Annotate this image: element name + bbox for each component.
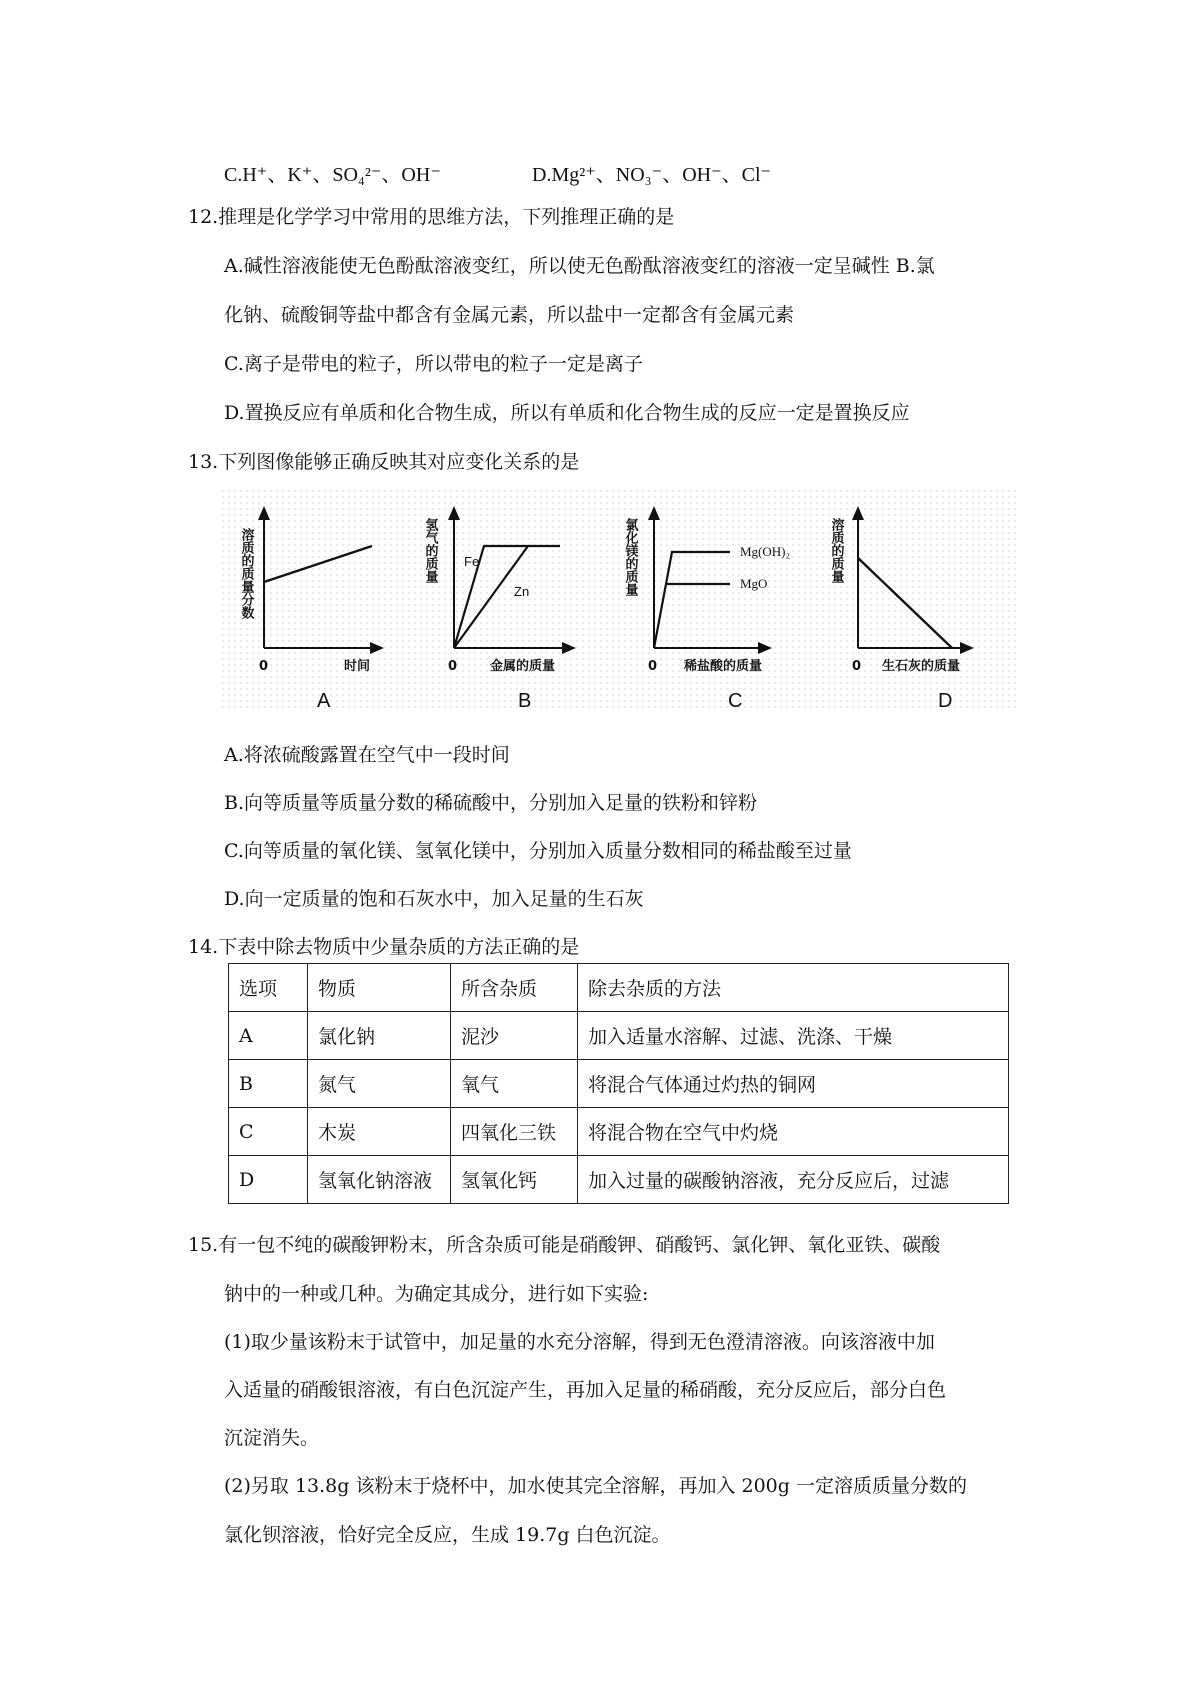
q13-graph-figure — [222, 490, 1018, 712]
cell: C — [229, 1108, 308, 1156]
q15-part2-line1: (2)另取 13.8g 该粉末于烧杯中，加水使其完全溶解，再加入 200g 一定溶质质量分数的 — [224, 1475, 967, 1497]
graph-a-letter: A — [317, 690, 331, 712]
q12-option-c: C.离子是带电的粒子，所以带电的粒子一定是离子 — [224, 353, 643, 375]
cell: 将混合物在空气中灼烧 — [578, 1108, 1009, 1156]
graph-d-origin: 0 — [852, 659, 862, 674]
graph-d-letter: D — [938, 690, 953, 712]
q15-part1-line2: 入适量的硝酸银溶液，有白色沉淀产生，再加入足量的稀硝酸，充分反应后，部分白色 — [224, 1379, 947, 1401]
cell: 加入适量水溶解、过滤、洗涤、干燥 — [578, 1012, 1009, 1060]
q13-option-c: C.向等质量的氧化镁、氢氧化镁中，分别加入质量分数相同的稀盐酸至过量 — [224, 840, 852, 862]
table-header-row — [229, 964, 1009, 1012]
cell: B — [229, 1060, 308, 1108]
q11-option-c: C.H⁺、K⁺、SO₄²⁻、OH⁻ — [224, 164, 441, 186]
q13-option-a: A.将浓硫酸露置在空气中一段时间 — [224, 744, 510, 766]
cell: A — [229, 1012, 308, 1060]
graph-c-ylabel: 氯化镁的质量 — [622, 518, 638, 596]
q15-line-1: 15.有一包不纯的碳酸钾粉末，所含杂质可能是硝酸钾、硝酸钙、氯化钾、氧化亚铁、碳酸 — [188, 1234, 941, 1256]
q15-part2-line2: 氯化钡溶液，恰好完全反应，生成 19.7g 白色沉淀。 — [224, 1524, 671, 1546]
cell: 泥沙 — [451, 1012, 578, 1060]
q15-line-2: 钠中的一种或几种。为确定其成分，进行如下实验: — [224, 1283, 649, 1305]
graph-c-series-mgoh2: Mg(OH)₂ — [740, 544, 791, 559]
graph-b-xlabel: 金属的质量 — [490, 659, 556, 674]
cell: 氧气 — [451, 1060, 578, 1108]
q11-option-d: D.Mg²⁺、NO₃⁻、OH⁻、Cl⁻ — [532, 164, 772, 186]
cell: 四氧化三铁 — [451, 1108, 578, 1156]
graph-b-ylabel: 氢气的质量 — [422, 518, 438, 583]
header-cell: 除去杂质的方法 — [578, 964, 1009, 1012]
q12-stem: 12.推理是化学学习中常用的思维方法，下列推理正确的是 — [188, 206, 675, 228]
q13-stem: 13.下列图像能够正确反映其对应变化关系的是 — [188, 451, 580, 473]
header-cell: 选项 — [229, 964, 308, 1012]
cell: 氮气 — [308, 1060, 451, 1108]
q15-part1-line3: 沉淀消失。 — [224, 1427, 320, 1449]
graph-b-letter: B — [518, 690, 532, 712]
table-row — [229, 1108, 1009, 1156]
q14-stem: 14.下表中除去物质中少量杂质的方法正确的是 — [188, 936, 580, 958]
graph-d-ylabel: 溶质的质量 — [828, 518, 844, 583]
graph-c-origin: 0 — [648, 659, 658, 674]
q12-option-b: 化钠、硫酸铜等盐中都含有金属元素，所以盐中一定都含有金属元素 — [224, 304, 795, 326]
cell: D — [229, 1156, 308, 1204]
q12-option-d: D.置换反应有单质和化合物生成，所以有单质和化合物生成的反应一定是置换反应 — [224, 402, 910, 424]
q13-option-d: D.向一定质量的饱和石灰水中，加入足量的生石灰 — [224, 888, 644, 910]
q14-table — [228, 963, 1009, 1204]
graph-b-series-fe: Fe — [464, 554, 480, 569]
header-cell: 物质 — [308, 964, 451, 1012]
graph-a-origin: 0 — [259, 659, 269, 674]
table-row — [229, 1060, 1009, 1108]
cell: 氢氧化钙 — [451, 1156, 578, 1204]
graph-d-xlabel: 生石灰的质量 — [882, 659, 961, 674]
q12-option-a: A.碱性溶液能使无色酚酞溶液变红，所以使无色酚酞溶液变红的溶液一定呈碱性 B.氯 — [224, 255, 935, 277]
q15-part1-line1: (1)取少量该粉末于试管中，加足量的水充分溶解，得到无色澄清溶液。向该溶液中加 — [224, 1331, 935, 1353]
cell: 加入过量的碳酸钠溶液，充分反应后，过滤 — [578, 1156, 1009, 1204]
cell: 将混合气体通过灼热的铜网 — [578, 1060, 1009, 1108]
cell: 氢氧化钠溶液 — [308, 1156, 451, 1204]
graph-a-xlabel: 时间 — [344, 659, 371, 674]
graph-b-origin: 0 — [448, 659, 458, 674]
cell: 氯化钠 — [308, 1012, 451, 1060]
table-row — [229, 1012, 1009, 1060]
graph-c-xlabel: 稀盐酸的质量 — [684, 659, 763, 674]
graph-c-series-mgo: MgO — [740, 576, 768, 591]
graph-b-series-zn: Zn — [514, 584, 530, 599]
header-cell: 所含杂质 — [451, 964, 578, 1012]
table-row — [229, 1156, 1009, 1204]
cell: 木炭 — [308, 1108, 451, 1156]
graph-c-letter: C — [728, 690, 743, 712]
graph-a-ylabel: 溶质的质量分数 — [238, 528, 254, 619]
q13-option-b: B.向等质量等质量分数的稀硫酸中，分别加入足量的铁粉和锌粉 — [224, 792, 758, 814]
